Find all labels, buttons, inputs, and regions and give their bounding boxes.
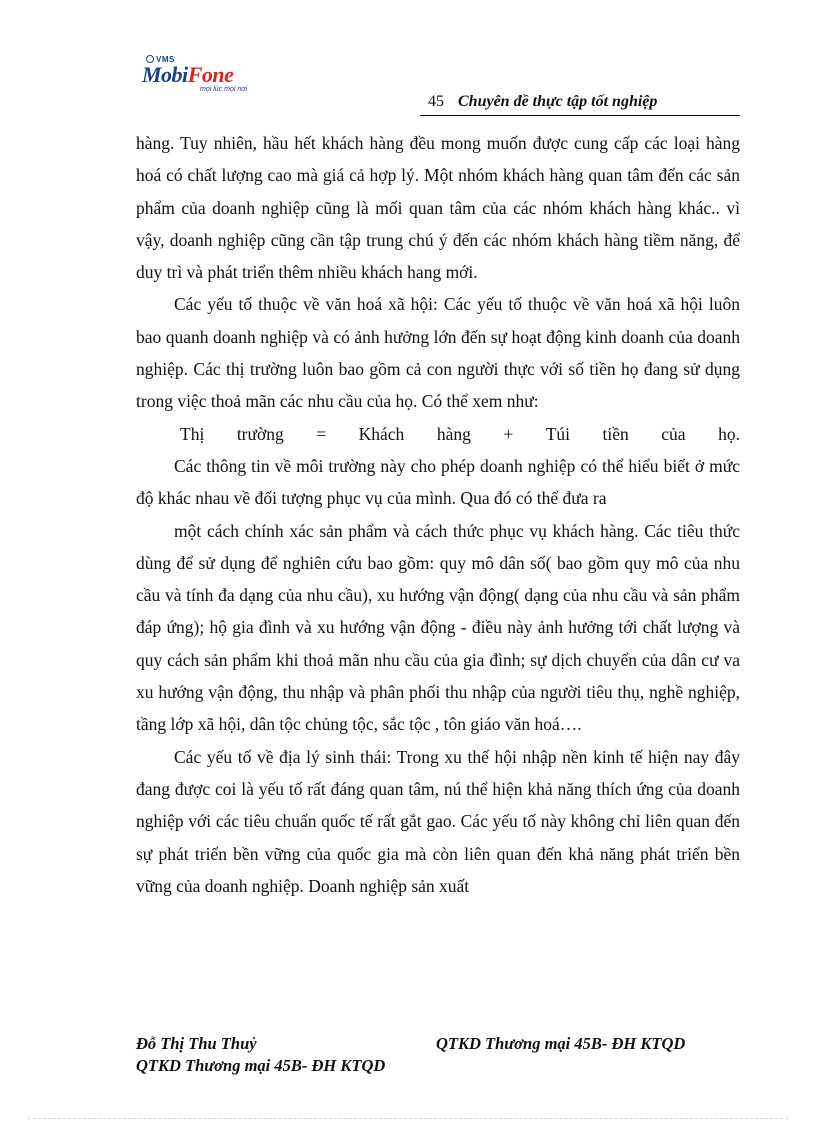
page-number: 45 (428, 93, 444, 110)
paragraph-2: Các yếu tố thuộc về văn hoá xã hội: Các yếu tố thuộc về văn hoá xã hội luôn bao quanh doanh nghiệp và có ảnh hưởng lớn đến sự hoạt động kinh doanh của doanh nghiệp. Các thị trường luôn bao gồm cả con người thực với số tiền họ đang sử dụng trong việc thoả mãn các nhu cầu của họ. Có thể xem như: (136, 294, 740, 412)
author-class-repeat: QTKD Thương mại 45B- ĐH KTQD (136, 1056, 386, 1075)
mobifone-logo (140, 55, 280, 97)
logo-mobi-text: Mobi (142, 62, 188, 87)
page-bottom-edge (28, 1118, 788, 1119)
logo-slogan: mọi lúc mọi nơi (200, 86, 248, 93)
equation-term: họ. (718, 423, 740, 444)
market-equation (136, 418, 740, 450)
equation-term: Thị (180, 423, 205, 444)
paragraph-3: Các thông tin về môi trường này cho phép doanh nghiệp có thể hiểu biết ở mức độ khác nhau về đối tượng phục vụ của mình. Qua đó có thể đưa ra (136, 455, 740, 509)
equation-term: của (661, 423, 686, 444)
equation-term: tiền (602, 423, 629, 444)
document-title: Chuyên đề thực tập tốt nghiệp (458, 93, 658, 110)
paragraph-4: một cách chính xác sản phẩm và cách thức phục vụ khách hàng. Các tiêu thức dùng để sử dụng để nghiên cứu bao gồm: quy mô dân số( bao gồm quy mô của nhu cầu và tính đa dạng của nhu cầu), xu hướng vận động( dạng của nhu cầu và sản phẩm đáp ứng); hộ gia đình và xu hướng vận động - điều này ảnh hưởng tới chất lượng và quy cách sản phẩm khi thoả mãn nhu cầu của gia đình; sự dịch chuyển của dân cư va xu hướng vận động, thu nhập và phân phối thu nhập của người tiêu thụ, nghề nghiệp, tầng lớp xã hội, dân tộc chủng tộc, sắc tộc , tôn giáo văn hoá…. (136, 520, 740, 735)
equation-operator: + (503, 423, 514, 444)
footer-row-2 (136, 1055, 740, 1077)
logo-wordmark (142, 62, 233, 88)
footer-row-1 (136, 1033, 740, 1055)
author-name: Đỗ Thị Thu Thuỷ (136, 1034, 257, 1053)
logo-vms-text: VMS (156, 55, 175, 64)
equation-term: Túi (545, 423, 571, 444)
logo-fone-text: Fone (187, 62, 234, 87)
author-class: QTKD Thương mại 45B- ĐH KTQD (436, 1034, 686, 1053)
page-header (428, 91, 740, 113)
equation-term: Khách (358, 423, 405, 444)
page-footer (136, 1033, 740, 1077)
header-divider (420, 115, 740, 116)
paragraph-1: hàng. Tuy nhiên, hầu hết khách hàng đều mong muốn được cung cấp các loại hàng hoá có chất lượng cao mà giá cả hợp lý. Một nhóm khách hàng quan tâm đến các sản phẩm của doanh nghiệp cũng là mối quan tâm của các nhóm khách hàng khác.. vì vậy, doanh nghiệp cũng cần tập trung chú ý đến các nhóm khách hàng tiềm năng, để duy trì và phát triển thêm nhiều khách hang mới. (136, 133, 740, 283)
equation-operator: = (316, 423, 327, 444)
paragraph-5: Các yếu tố về địa lý sinh thái: Trong xu thế hội nhập nền kinh tế hiện nay đây đang được coi là yếu tố rất đáng quan tâm, nú thể hiện khả năng thích ứng của doanh nghiệp với các tiêu chuẩn quốc tế rất gắt gao. Các yếu tố này không chỉ liên quan đến sự phát triển bền vững của quốc gia mà còn liên quan đến khả năng phát triển bền vững của doanh nghiệp. Doanh nghiệp sản xuất (136, 746, 740, 896)
equation-term: trường (236, 423, 284, 444)
document-body (136, 127, 740, 902)
equation-term: hàng (436, 423, 471, 444)
